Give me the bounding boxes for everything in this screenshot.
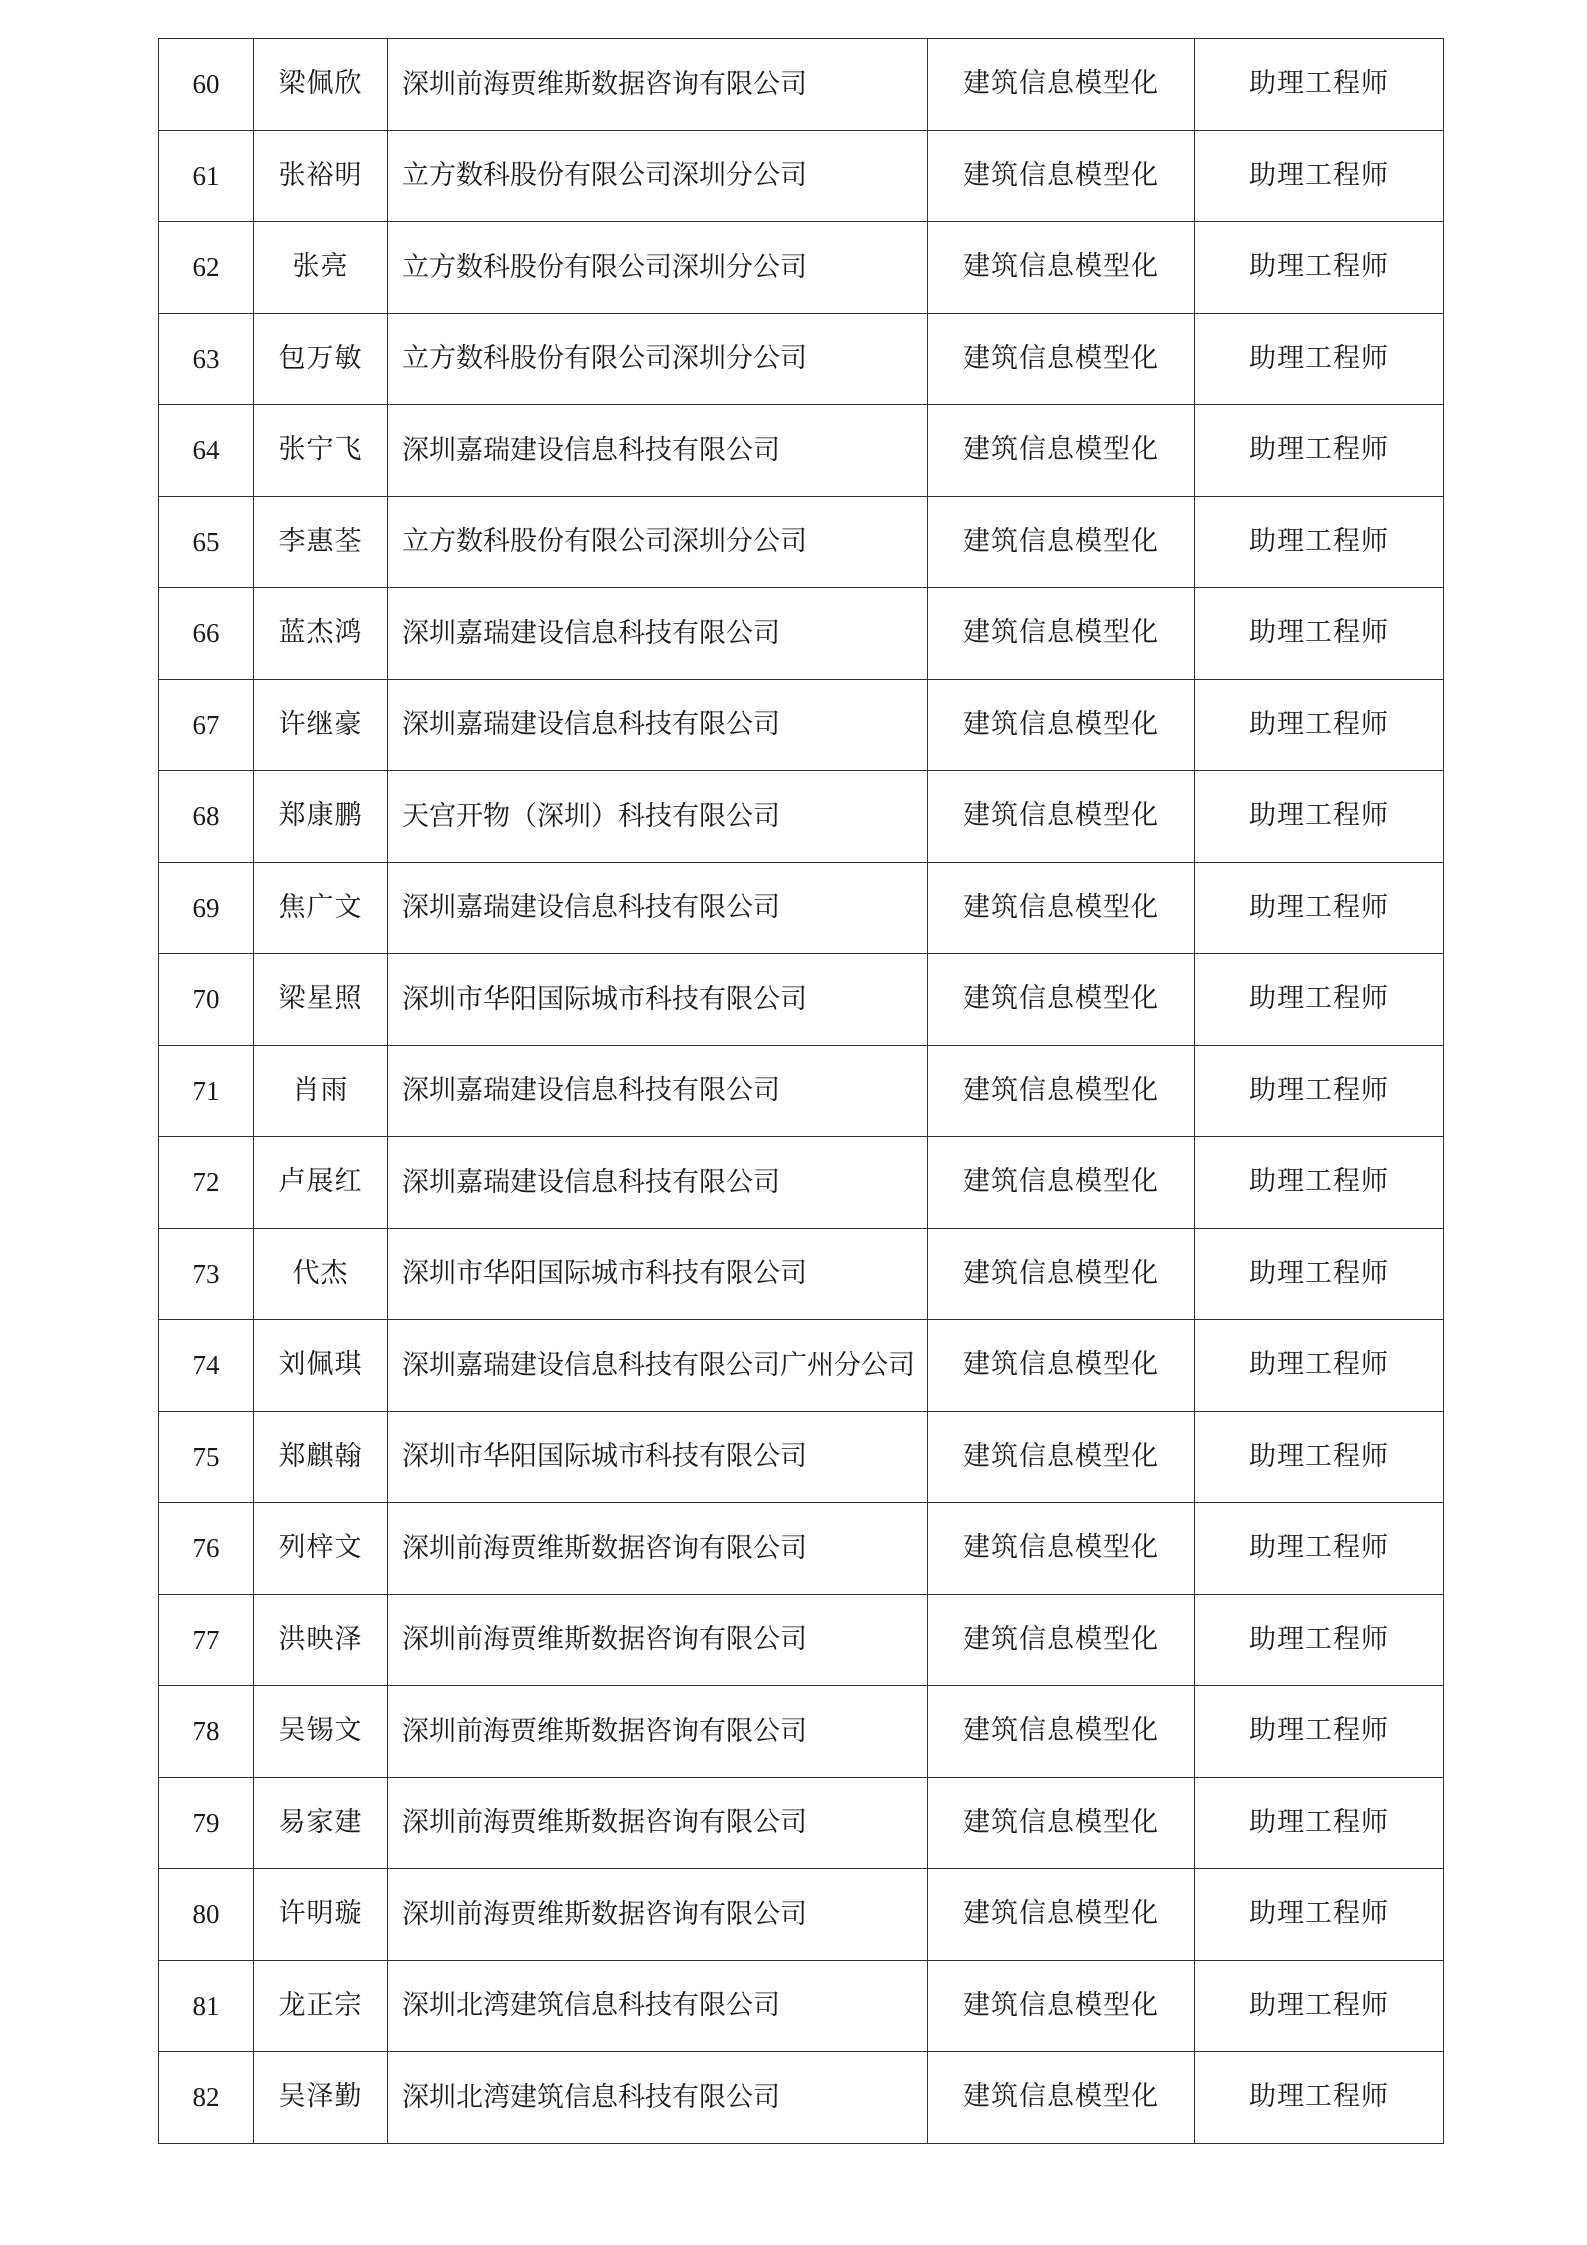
- person-name-text: 李惠荃: [278, 525, 363, 557]
- row-number-text: 70: [192, 984, 220, 1015]
- row-number-text: 77: [192, 1624, 220, 1655]
- company-cell: [388, 222, 928, 314]
- specialty-cell: [928, 588, 1195, 680]
- row-number-cell: [159, 313, 254, 405]
- professional-title-cell: [1195, 679, 1444, 771]
- company-cell: [388, 1594, 928, 1686]
- professional-title-text: 助理工程师: [1249, 708, 1389, 740]
- person-name-text: 刘佩琪: [278, 1349, 363, 1381]
- person-name-cell: [254, 313, 388, 405]
- company-cell: [388, 2052, 928, 2144]
- table-row: [159, 954, 1444, 1046]
- person-name-cell: [254, 771, 388, 863]
- company-text: 深圳嘉瑞建设信息科技有限公司: [402, 1075, 780, 1107]
- row-number-text: 76: [192, 1533, 220, 1564]
- row-number-text: 68: [192, 801, 220, 832]
- company-cell: [388, 679, 928, 771]
- table-row: [159, 771, 1444, 863]
- person-name-text: 梁星照: [278, 983, 363, 1015]
- row-number-cell: [159, 222, 254, 314]
- row-number-text: 60: [192, 69, 220, 100]
- table-row: [159, 405, 1444, 497]
- professional-title-text: 助理工程师: [1249, 1532, 1389, 1564]
- person-name-text: 易家建: [278, 1806, 363, 1838]
- person-name-text: 郑麒翰: [278, 1440, 363, 1472]
- roster-table-body: [159, 39, 1444, 2144]
- specialty-cell: [928, 1686, 1195, 1778]
- row-number-cell: [159, 1960, 254, 2052]
- specialty-text: 建筑信息模型化: [963, 983, 1159, 1015]
- company-text: 深圳市华阳国际城市科技有限公司: [402, 983, 807, 1015]
- company-text: 深圳前海贾维斯数据咨询有限公司: [402, 1807, 807, 1839]
- company-cell: [388, 1503, 928, 1595]
- company-cell: [388, 313, 928, 405]
- table-row: [159, 1869, 1444, 1961]
- row-number-cell: [159, 1411, 254, 1503]
- professional-title-cell: [1195, 771, 1444, 863]
- table-row: [159, 1320, 1444, 1412]
- specialty-text: 建筑信息模型化: [963, 434, 1159, 466]
- person-name-cell: [254, 862, 388, 954]
- specialty-cell: [928, 771, 1195, 863]
- company-text: 深圳市华阳国际城市科技有限公司: [402, 1441, 807, 1473]
- row-number-text: 71: [192, 1075, 220, 1106]
- specialty-text: 建筑信息模型化: [963, 1806, 1159, 1838]
- table-row: [159, 39, 1444, 131]
- company-text: 深圳前海贾维斯数据咨询有限公司: [402, 1624, 807, 1656]
- professional-title-text: 助理工程师: [1249, 617, 1389, 649]
- specialty-cell: [928, 2052, 1195, 2144]
- specialty-text: 建筑信息模型化: [963, 68, 1159, 100]
- company-text: 深圳北湾建筑信息科技有限公司: [402, 1990, 780, 2022]
- specialty-text: 建筑信息模型化: [963, 525, 1159, 557]
- company-text: 深圳嘉瑞建设信息科技有限公司广州分公司: [402, 1349, 915, 1381]
- company-text: 立方数科股份有限公司深圳分公司: [402, 251, 807, 283]
- company-cell: [388, 496, 928, 588]
- professional-title-text: 助理工程师: [1249, 342, 1389, 374]
- company-cell: [388, 1777, 928, 1869]
- specialty-cell: [928, 1320, 1195, 1412]
- person-name-cell: [254, 588, 388, 680]
- professional-title-text: 助理工程师: [1249, 1623, 1389, 1655]
- person-name-cell: [254, 1137, 388, 1229]
- professional-title-cell: [1195, 588, 1444, 680]
- company-cell: [388, 588, 928, 680]
- company-cell: [388, 1137, 928, 1229]
- person-name-cell: [254, 1045, 388, 1137]
- person-name-text: 张宁飞: [278, 434, 363, 466]
- person-name-text: 吴泽勤: [278, 2081, 363, 2113]
- person-name-cell: [254, 1777, 388, 1869]
- roster-table: [158, 38, 1444, 2144]
- person-name-text: 张亮: [292, 251, 349, 283]
- professional-title-text: 助理工程师: [1249, 1715, 1389, 1747]
- row-number-text: 72: [192, 1167, 220, 1198]
- company-text: 深圳北湾建筑信息科技有限公司: [402, 2081, 780, 2113]
- professional-title-text: 助理工程师: [1249, 2081, 1389, 2113]
- person-name-text: 卢展红: [278, 1166, 363, 1198]
- person-name-cell: [254, 496, 388, 588]
- row-number-text: 78: [192, 1716, 220, 1747]
- company-text: 立方数科股份有限公司深圳分公司: [402, 526, 807, 558]
- row-number-text: 67: [192, 709, 220, 740]
- table-row: [159, 1045, 1444, 1137]
- row-number-cell: [159, 588, 254, 680]
- row-number-text: 75: [192, 1441, 220, 1472]
- company-text: 天宫开物（深圳）科技有限公司: [402, 800, 780, 832]
- professional-title-cell: [1195, 1320, 1444, 1412]
- specialty-cell: [928, 405, 1195, 497]
- table-row: [159, 1777, 1444, 1869]
- row-number-cell: [159, 39, 254, 131]
- row-number-cell: [159, 954, 254, 1046]
- company-cell: [388, 954, 928, 1046]
- professional-title-text: 助理工程师: [1249, 1806, 1389, 1838]
- row-number-cell: [159, 1228, 254, 1320]
- company-cell: [388, 1869, 928, 1961]
- specialty-cell: [928, 1228, 1195, 1320]
- specialty-text: 建筑信息模型化: [963, 1074, 1159, 1106]
- specialty-cell: [928, 954, 1195, 1046]
- company-cell: [388, 1045, 928, 1137]
- row-number-text: 79: [192, 1807, 220, 1838]
- company-cell: [388, 1960, 928, 2052]
- specialty-text: 建筑信息模型化: [963, 800, 1159, 832]
- person-name-cell: [254, 1594, 388, 1686]
- specialty-text: 建筑信息模型化: [963, 1715, 1159, 1747]
- row-number-text: 69: [192, 892, 220, 923]
- professional-title-cell: [1195, 2052, 1444, 2144]
- professional-title-text: 助理工程师: [1249, 800, 1389, 832]
- table-row: [159, 222, 1444, 314]
- specialty-cell: [928, 1960, 1195, 2052]
- professional-title-cell: [1195, 130, 1444, 222]
- specialty-text: 建筑信息模型化: [963, 891, 1159, 923]
- table-row: [159, 588, 1444, 680]
- specialty-cell: [928, 862, 1195, 954]
- row-number-cell: [159, 130, 254, 222]
- row-number-cell: [159, 1686, 254, 1778]
- specialty-text: 建筑信息模型化: [963, 708, 1159, 740]
- row-number-text: 81: [192, 1990, 220, 2021]
- row-number-cell: [159, 771, 254, 863]
- professional-title-cell: [1195, 862, 1444, 954]
- company-text: 深圳前海贾维斯数据咨询有限公司: [402, 1532, 807, 1564]
- table-row: [159, 2052, 1444, 2144]
- company-cell: [388, 130, 928, 222]
- professional-title-cell: [1195, 222, 1444, 314]
- company-cell: [388, 1411, 928, 1503]
- company-text: 深圳嘉瑞建设信息科技有限公司: [402, 892, 780, 924]
- person-name-text: 吴锡文: [278, 1715, 363, 1747]
- company-cell: [388, 862, 928, 954]
- person-name-cell: [254, 1686, 388, 1778]
- specialty-text: 建筑信息模型化: [963, 1898, 1159, 1930]
- professional-title-text: 助理工程师: [1249, 1166, 1389, 1198]
- row-number-cell: [159, 862, 254, 954]
- row-number-cell: [159, 1594, 254, 1686]
- professional-title-text: 助理工程师: [1249, 1349, 1389, 1381]
- row-number-text: 66: [192, 618, 220, 649]
- person-name-text: 肖雨: [292, 1074, 349, 1106]
- person-name-cell: [254, 1411, 388, 1503]
- professional-title-text: 助理工程师: [1249, 251, 1389, 283]
- row-number-text: 63: [192, 343, 220, 374]
- person-name-text: 洪映泽: [278, 1623, 363, 1655]
- row-number-text: 80: [192, 1899, 220, 1930]
- specialty-cell: [928, 1594, 1195, 1686]
- row-number-text: 74: [192, 1350, 220, 1381]
- professional-title-text: 助理工程师: [1249, 1440, 1389, 1472]
- professional-title-text: 助理工程师: [1249, 434, 1389, 466]
- table-row: [159, 130, 1444, 222]
- person-name-cell: [254, 1960, 388, 2052]
- row-number-cell: [159, 2052, 254, 2144]
- professional-title-cell: [1195, 405, 1444, 497]
- specialty-text: 建筑信息模型化: [963, 1989, 1159, 2021]
- person-name-cell: [254, 1320, 388, 1412]
- person-name-cell: [254, 1228, 388, 1320]
- row-number-cell: [159, 405, 254, 497]
- specialty-cell: [928, 1503, 1195, 1595]
- row-number-text: 64: [192, 435, 220, 466]
- person-name-text: 许明璇: [278, 1898, 363, 1930]
- professional-title-cell: [1195, 1686, 1444, 1778]
- row-number-text: 62: [192, 252, 220, 283]
- specialty-text: 建筑信息模型化: [963, 2081, 1159, 2113]
- professional-title-text: 助理工程师: [1249, 525, 1389, 557]
- specialty-cell: [928, 1045, 1195, 1137]
- table-row: [159, 1228, 1444, 1320]
- table-row: [159, 1960, 1444, 2052]
- specialty-text: 建筑信息模型化: [963, 1623, 1159, 1655]
- specialty-cell: [928, 1869, 1195, 1961]
- person-name-text: 梁佩欣: [278, 68, 363, 100]
- row-number-cell: [159, 1320, 254, 1412]
- person-name-cell: [254, 1869, 388, 1961]
- person-name-text: 焦广文: [278, 891, 363, 923]
- specialty-text: 建筑信息模型化: [963, 342, 1159, 374]
- person-name-text: 张裕明: [278, 159, 363, 191]
- company-text: 深圳前海贾维斯数据咨询有限公司: [402, 1898, 807, 1930]
- table-row: [159, 1137, 1444, 1229]
- table-row: [159, 862, 1444, 954]
- company-text: 深圳市华阳国际城市科技有限公司: [402, 1258, 807, 1290]
- person-name-cell: [254, 2052, 388, 2144]
- specialty-cell: [928, 1137, 1195, 1229]
- person-name-text: 包万敏: [278, 342, 363, 374]
- row-number-cell: [159, 1045, 254, 1137]
- professional-title-text: 助理工程师: [1249, 891, 1389, 923]
- row-number-text: 65: [192, 526, 220, 557]
- person-name-cell: [254, 222, 388, 314]
- specialty-text: 建筑信息模型化: [963, 251, 1159, 283]
- professional-title-text: 助理工程师: [1249, 1257, 1389, 1289]
- row-number-text: 73: [192, 1258, 220, 1289]
- specialty-cell: [928, 222, 1195, 314]
- person-name-text: 龙正宗: [278, 1989, 363, 2021]
- specialty-text: 建筑信息模型化: [963, 1349, 1159, 1381]
- company-cell: [388, 1320, 928, 1412]
- table-row: [159, 1411, 1444, 1503]
- person-name-text: 代杰: [292, 1257, 349, 1289]
- table-row: [159, 1503, 1444, 1595]
- professional-title-cell: [1195, 39, 1444, 131]
- company-cell: [388, 405, 928, 497]
- professional-title-cell: [1195, 1777, 1444, 1869]
- row-number-cell: [159, 1777, 254, 1869]
- person-name-cell: [254, 39, 388, 131]
- person-name-cell: [254, 679, 388, 771]
- specialty-cell: [928, 679, 1195, 771]
- company-text: 深圳嘉瑞建设信息科技有限公司: [402, 1166, 780, 1198]
- professional-title-text: 助理工程师: [1249, 983, 1389, 1015]
- company-text: 立方数科股份有限公司深圳分公司: [402, 160, 807, 192]
- company-text: 立方数科股份有限公司深圳分公司: [402, 343, 807, 375]
- professional-title-text: 助理工程师: [1249, 68, 1389, 100]
- professional-title-cell: [1195, 1411, 1444, 1503]
- company-cell: [388, 771, 928, 863]
- person-name-cell: [254, 405, 388, 497]
- person-name-cell: [254, 954, 388, 1046]
- professional-title-cell: [1195, 1869, 1444, 1961]
- row-number-cell: [159, 1137, 254, 1229]
- professional-title-cell: [1195, 1137, 1444, 1229]
- professional-title-text: 助理工程师: [1249, 159, 1389, 191]
- person-name-text: 郑康鹏: [278, 800, 363, 832]
- person-name-cell: [254, 1503, 388, 1595]
- person-name-text: 列梓文: [278, 1532, 363, 1564]
- row-number-text: 82: [192, 2082, 220, 2113]
- company-text: 深圳嘉瑞建设信息科技有限公司: [402, 434, 780, 466]
- company-text: 深圳前海贾维斯数据咨询有限公司: [402, 68, 807, 100]
- table-row: [159, 496, 1444, 588]
- row-number-text: 61: [192, 160, 220, 191]
- row-number-cell: [159, 679, 254, 771]
- table-row: [159, 1686, 1444, 1778]
- specialty-cell: [928, 130, 1195, 222]
- specialty-text: 建筑信息模型化: [963, 617, 1159, 649]
- company-cell: [388, 39, 928, 131]
- professional-title-cell: [1195, 496, 1444, 588]
- person-name-text: 蓝杰鸿: [278, 617, 363, 649]
- company-cell: [388, 1228, 928, 1320]
- table-row: [159, 1594, 1444, 1686]
- professional-title-cell: [1195, 954, 1444, 1046]
- professional-title-cell: [1195, 1228, 1444, 1320]
- table-row: [159, 679, 1444, 771]
- professional-title-text: 助理工程师: [1249, 1898, 1389, 1930]
- row-number-cell: [159, 496, 254, 588]
- specialty-cell: [928, 1777, 1195, 1869]
- company-text: 深圳嘉瑞建设信息科技有限公司: [402, 617, 780, 649]
- professional-title-cell: [1195, 1045, 1444, 1137]
- professional-title-cell: [1195, 1594, 1444, 1686]
- professional-title-cell: [1195, 1503, 1444, 1595]
- specialty-cell: [928, 313, 1195, 405]
- specialty-text: 建筑信息模型化: [963, 1257, 1159, 1289]
- company-text: 深圳前海贾维斯数据咨询有限公司: [402, 1715, 807, 1747]
- professional-title-cell: [1195, 313, 1444, 405]
- specialty-text: 建筑信息模型化: [963, 1440, 1159, 1472]
- company-text: 深圳嘉瑞建设信息科技有限公司: [402, 709, 780, 741]
- specialty-text: 建筑信息模型化: [963, 1532, 1159, 1564]
- professional-title-text: 助理工程师: [1249, 1989, 1389, 2021]
- table-row: [159, 313, 1444, 405]
- professional-title-cell: [1195, 1960, 1444, 2052]
- specialty-cell: [928, 496, 1195, 588]
- specialty-text: 建筑信息模型化: [963, 1166, 1159, 1198]
- specialty-cell: [928, 39, 1195, 131]
- professional-title-text: 助理工程师: [1249, 1074, 1389, 1106]
- row-number-cell: [159, 1869, 254, 1961]
- person-name-cell: [254, 130, 388, 222]
- specialty-text: 建筑信息模型化: [963, 159, 1159, 191]
- row-number-cell: [159, 1503, 254, 1595]
- specialty-cell: [928, 1411, 1195, 1503]
- company-cell: [388, 1686, 928, 1778]
- person-name-text: 许继豪: [278, 708, 363, 740]
